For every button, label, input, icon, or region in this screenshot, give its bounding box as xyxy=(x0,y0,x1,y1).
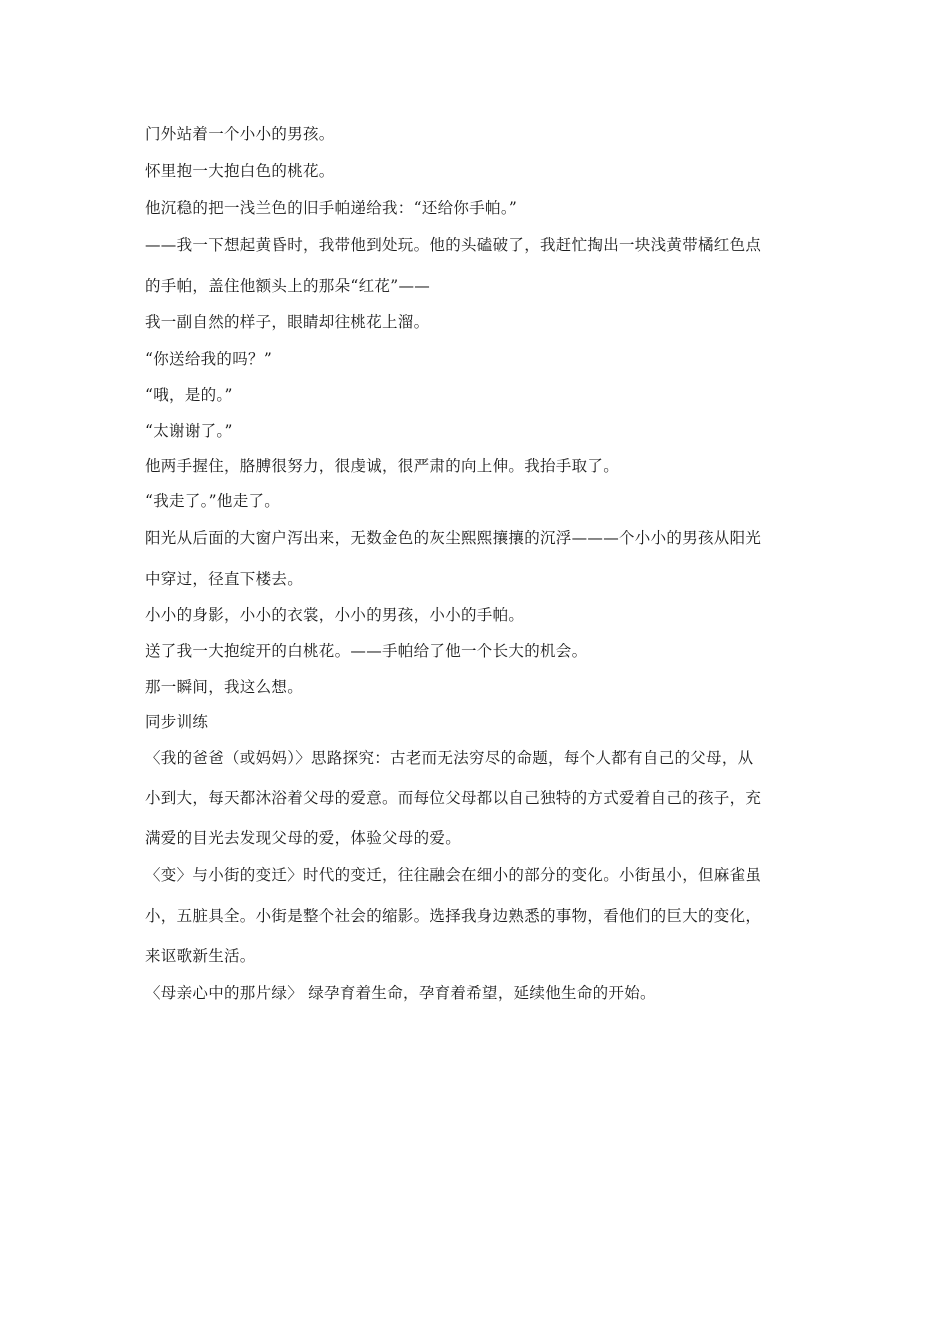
text-line: “我走了。”他走了。 xyxy=(145,492,281,510)
text-line: 他沉稳的把一浅兰色的旧手帕递给我：“还给你手帕。” xyxy=(145,199,518,217)
section-heading: 同步训练 xyxy=(145,713,209,731)
text-line: 〈母亲心中的那片绿〉 绿孕育着生命，孕育着希望，延续他生命的开始。 xyxy=(145,984,656,1002)
text-line: 〈我的爸爸（或妈妈）〉思路探究：古老而无法穷尽的命题，每个人都有自己的父母，从 xyxy=(145,749,754,767)
text-line: ——我一下想起黄昏时，我带他到处玩。他的头磕破了，我赶忙掏出一块浅黄带橘红色点 xyxy=(145,236,762,254)
text-line: 〈变〉与小街的变迁〉时代的变迁，往往融会在细小的部分的变化。小街虽小，但麻雀虽 xyxy=(145,866,762,884)
text-line: “哦，是的。” xyxy=(145,386,233,404)
text-line: 满爱的目光去发现父母的爱，体验父母的爱。 xyxy=(145,829,462,847)
text-line: 阳光从后面的大窗户泻出来，无数金色的灰尘熙熙攘攘的沉浮———个小小的男孩从阳光 xyxy=(145,529,762,547)
text-line: 来讴歌新生活。 xyxy=(145,947,256,965)
text-line: 那一瞬间，我这么想。 xyxy=(145,678,304,696)
text-line: 怀里抱一大抱白色的桃花。 xyxy=(145,162,335,180)
text-line: 门外站着一个小小的男孩。 xyxy=(145,125,335,143)
text-line: 的手帕，盖住他额头上的那朵“红花”—— xyxy=(145,277,431,295)
text-line: 我一副自然的样子，眼睛却往桃花上溜。 xyxy=(145,313,430,331)
text-line: 送了我一大抱绽开的白桃花。——手帕给了他一个长大的机会。 xyxy=(145,642,588,660)
text-line: 他两手握住，胳膊很努力，很虔诚，很严肃的向上伸。我抬手取了。 xyxy=(145,457,620,475)
text-line: 小小的身影，小小的衣裳，小小的男孩，小小的手帕。 xyxy=(145,606,525,624)
text-line: “太谢谢了。” xyxy=(145,422,233,440)
text-line: 中穿过，径直下楼去。 xyxy=(145,570,304,588)
text-line: 小，五脏具全。小街是整个社会的缩影。选择我身边熟悉的事物，看他们的巨大的变化， xyxy=(145,907,762,925)
text-line: 小到大，每天都沐浴着父母的爱意。而每位父母都以自己独特的方式爱着自己的孩子，充 xyxy=(145,789,762,807)
text-line: “你送给我的吗？” xyxy=(145,350,273,368)
